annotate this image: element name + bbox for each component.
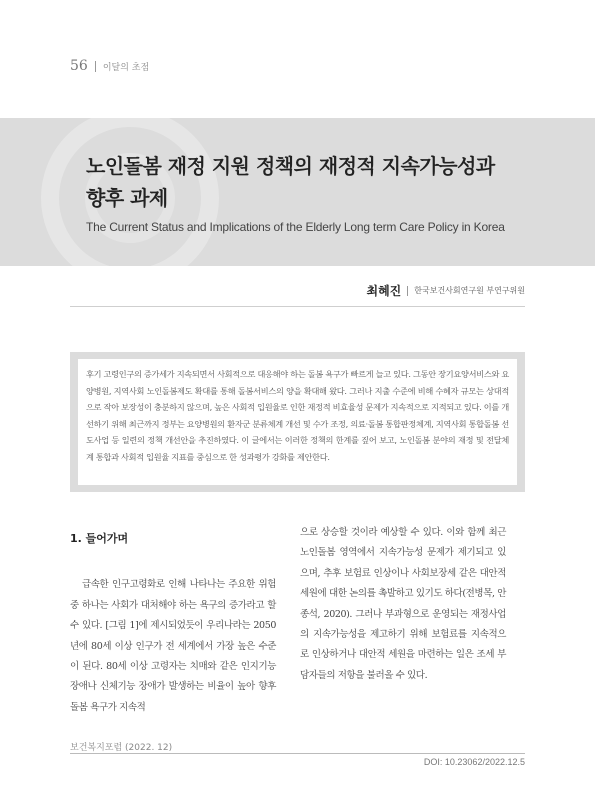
body-paragraph-right: 으로 상승할 것이라 예상할 수 있다. 이와 함께 최근 노인돌봄 영역에서 지속가능성 문제가 제기되고 있으며, 추후 보험료 인상이나 사회보장세 같은 대안적 세원에 대한 논의를 촉발하고 있기도 하다(전병목, 안종석, 2020). 그러나 부과형으로 운영되는 재정사업의 지속가능성을 제고하기 위해 보험료를 지속적으로 인상하거나 대안적 세원을 마련하는 일은 조세 부담자들의 저항을 불러올 수 있다. bbox=[300, 527, 506, 681]
body-column-left bbox=[70, 527, 276, 718]
footer-rule bbox=[70, 753, 525, 754]
article-title bbox=[86, 150, 556, 214]
section-label: 이달의 초점 bbox=[102, 62, 150, 73]
author-info bbox=[366, 282, 525, 299]
doi-text: DOI: 10.23062/2022.12.5 bbox=[423, 757, 525, 767]
journal-name: 보건복지포럼 (2022. 12) bbox=[70, 743, 173, 753]
english-title: The Current Status and Implications of the Elderly Long term Care Policy in Korea bbox=[86, 220, 505, 234]
author-divider bbox=[407, 286, 408, 296]
body-paragraph-left: 급속한 인구고령화로 인해 나타나는 주요한 위험 중 하나는 사회가 대처해야 하는 욕구의 증가라고 할 수 있다. [그림 1]에 제시되었듯이 우리나라는 2050년에 80세 이상 인구가 전 세계에서 가장 높은 수준이 된다. 80세 이상 고령자는 치매와 같은 인지기능 장애나 신체기능 장애가 발생하는 비율이 높아 향후 돌봄 욕구가 지속적 bbox=[70, 579, 276, 713]
author-affiliation: 한국보건사회연구원 부연구위원 bbox=[414, 286, 525, 295]
header-divider bbox=[95, 61, 96, 72]
author-name: 최혜진 bbox=[366, 284, 402, 298]
abstract-text: 후기 고령인구의 증가세가 지속되면서 사회적으로 대응해야 하는 돌봄 욕구가 빠르게 늘고 있다. 그동안 장기요양서비스와 요양병원, 지역사회 노인돌봄제도 확대를 통해 돌봄서비스의 양을 확대해 왔다. 그러나 지출 수준에 비해 수혜자 규모는 상대적으로 작아 보장성이 충분하지 않으며, 높은 사회적 입원율로 인한 재정적 비효율성 문제가 지속적으로 지적되고 있다. 이를 개선하기 위해 최근까지 정부는 요양병원의 환자군 분류체계 개선 및 수가 조정, 의료·돌봄 통합판정체계, 지역사회 통합돌봄 선도사업 등 일련의 정책 개선안을 추진하였다. 이 글에서는 이러한 정책의 한계를 짚어 보고, 노인돌봄 분야의 재정 및 전달체계 통합과 사회적 입원율 지표를 중심으로 한 성과평가 강화를 제안한다. bbox=[78, 359, 517, 485]
title-line-1: 노인돌봄 재정 지원 정책의 재정적 지속가능성과 bbox=[86, 154, 495, 178]
page-header bbox=[70, 58, 149, 74]
body-column-right bbox=[300, 523, 506, 686]
page-number: 56 bbox=[70, 58, 88, 74]
section-heading: 1. 들어가며 bbox=[70, 532, 129, 545]
abstract-box bbox=[70, 352, 525, 492]
author-rule bbox=[70, 306, 525, 307]
title-line-2: 향후 과제 bbox=[86, 186, 168, 210]
